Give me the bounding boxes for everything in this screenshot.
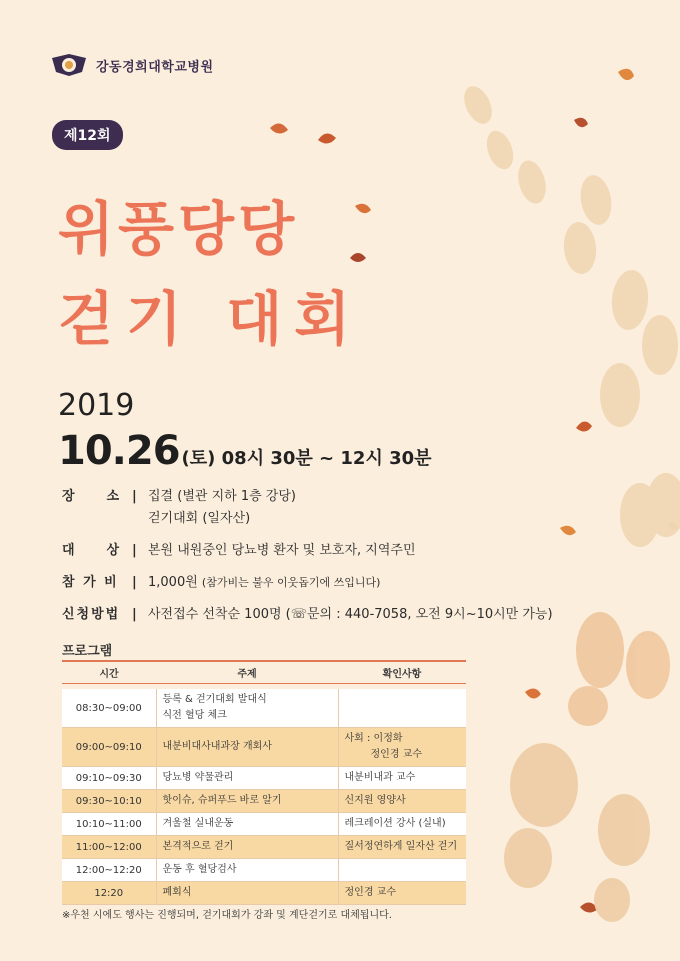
cell-topic bbox=[156, 767, 338, 790]
event-title-line2: 걷기 대회 bbox=[58, 285, 363, 353]
cell-note bbox=[338, 836, 466, 859]
cell-time: 09:30~10:10 bbox=[62, 790, 156, 813]
info-separator: | bbox=[132, 489, 137, 504]
info-label: 신청방법 bbox=[62, 607, 121, 622]
cell-topic-line: 겨울철 실내운동 bbox=[162, 818, 234, 829]
event-date-main: 10.26 bbox=[58, 428, 180, 474]
cell-topic-line: 본격적으로 걷기 bbox=[162, 841, 234, 852]
info-value bbox=[148, 572, 582, 594]
event-date-time: (토) 08시 30분 ~ 12시 30분 bbox=[181, 448, 432, 469]
table-row bbox=[62, 859, 466, 882]
info-row-target bbox=[62, 540, 582, 562]
info-separator: | bbox=[132, 607, 137, 622]
column-header-topic: 주제 bbox=[156, 661, 338, 683]
cell-note bbox=[338, 767, 466, 790]
table-row bbox=[62, 882, 466, 905]
cell-note bbox=[338, 728, 466, 767]
info-value-line: 1,000원 bbox=[148, 575, 198, 590]
hospital-logo-icon bbox=[50, 52, 88, 78]
shoe-print-icon bbox=[482, 127, 518, 173]
shoe-print-icon bbox=[598, 794, 650, 866]
table-row bbox=[62, 790, 466, 813]
cell-time: 12:00~12:20 bbox=[62, 859, 156, 882]
shoe-print-icon bbox=[504, 828, 552, 888]
cell-topic-line: 내분비대사내과장 개회사 bbox=[162, 741, 272, 752]
cell-note bbox=[338, 859, 466, 882]
shoe-print-icon bbox=[576, 612, 624, 688]
autumn-leaf-icon bbox=[618, 69, 634, 80]
autumn-leaf-icon bbox=[574, 118, 588, 127]
table-row bbox=[62, 689, 466, 728]
info-value-line: 집결 (별관 지하 1층 강당) bbox=[148, 489, 296, 504]
info-label: 참 가 비 bbox=[62, 575, 119, 590]
hospital-name: 강동경희대학교병원 bbox=[96, 59, 214, 75]
event-title-line1: 위풍당당 bbox=[58, 195, 299, 263]
shoe-print-icon bbox=[626, 631, 670, 699]
cell-note-line: 레크레이션 강사 (실내) bbox=[344, 818, 446, 829]
program-title: 프로그램 bbox=[62, 644, 113, 659]
shoe-print-icon bbox=[514, 157, 551, 206]
cell-note-line: 질서정연하게 일자산 걷기 bbox=[344, 841, 458, 852]
cell-time: 08:30~09:00 bbox=[62, 689, 156, 728]
shoe-print-icon bbox=[577, 173, 615, 227]
shoe-print-icon bbox=[459, 82, 498, 128]
cell-time: 09:00~09:10 bbox=[62, 728, 156, 767]
info-value-line: 걷기대회 (일자산) bbox=[148, 511, 251, 526]
info-label: 장 소 bbox=[62, 489, 122, 504]
cell-note-line: 사회 : 이정화 bbox=[344, 733, 403, 744]
program-table bbox=[62, 660, 466, 905]
cell-note bbox=[338, 813, 466, 836]
cell-topic-line: 식전 혈당 체크 bbox=[162, 710, 227, 721]
event-year: 2019 bbox=[58, 388, 135, 423]
cell-topic-line: 등록 & 걷기대회 발대식 bbox=[162, 694, 267, 705]
cell-topic bbox=[156, 728, 338, 767]
cell-topic bbox=[156, 882, 338, 905]
event-info bbox=[62, 486, 582, 626]
shoe-print-icon bbox=[562, 221, 598, 276]
cell-note bbox=[338, 689, 466, 728]
cell-topic-line: 핫이슈, 슈퍼푸드 바로 알기 bbox=[162, 795, 282, 806]
autumn-leaf-icon bbox=[576, 421, 592, 431]
edition-badge: 제12회 bbox=[52, 120, 123, 150]
autumn-leaf-icon bbox=[270, 123, 288, 133]
autumn-leaf-icon bbox=[350, 253, 366, 262]
table-row bbox=[62, 836, 466, 859]
shoe-print-icon bbox=[510, 743, 578, 827]
info-label: 대 상 bbox=[62, 543, 122, 558]
cell-note-line: 정인경 교수 bbox=[370, 749, 422, 760]
cell-note bbox=[338, 882, 466, 905]
table-row bbox=[62, 767, 466, 790]
cell-note-line: 정인경 교수 bbox=[344, 887, 396, 898]
hospital-logo[interactable] bbox=[50, 52, 214, 78]
event-date bbox=[58, 428, 432, 474]
info-row-fee bbox=[62, 572, 582, 594]
cell-topic-line: 폐회식 bbox=[162, 887, 192, 898]
footnote: ※우천 시에도 행사는 진행되며, 걷기대회가 강좌 및 계단걷기로 대체됩니다. bbox=[62, 910, 392, 921]
autumn-leaf-icon bbox=[318, 133, 336, 143]
shoe-print-icon bbox=[594, 878, 630, 922]
cell-topic bbox=[156, 689, 338, 728]
cell-time: 09:10~09:30 bbox=[62, 767, 156, 790]
info-value-note: (참가비는 불우 이웃돕기에 쓰입니다) bbox=[201, 576, 381, 589]
info-row-location bbox=[62, 486, 582, 530]
program-table-body bbox=[62, 683, 466, 905]
shoe-print-icon bbox=[568, 686, 608, 726]
cell-note-line: 신지원 영양사 bbox=[344, 795, 406, 806]
shoe-print-icon bbox=[600, 363, 640, 427]
table-row bbox=[62, 813, 466, 836]
info-separator: | bbox=[132, 543, 137, 558]
shoe-print-icon bbox=[609, 269, 650, 332]
info-value: 본원 내원중인 당뇨병 환자 및 보호자, 지역주민 bbox=[148, 543, 416, 558]
info-row-registration bbox=[62, 604, 582, 626]
cell-topic-line: 당뇨병 약물관리 bbox=[162, 772, 234, 783]
info-separator: | bbox=[132, 575, 137, 590]
shoe-print-icon bbox=[620, 483, 660, 547]
cell-topic bbox=[156, 836, 338, 859]
column-header-time: 시간 bbox=[62, 661, 156, 683]
cell-topic bbox=[156, 813, 338, 836]
cell-note-line: 내분비내과 교수 bbox=[344, 772, 416, 783]
column-header-note: 확인사항 bbox=[338, 661, 466, 683]
info-value: 사전접수 선착순 100명 (☏문의 : 440-7058, 오전 9시~10시만 가능) bbox=[148, 607, 553, 622]
cell-time: 10:10~11:00 bbox=[62, 813, 156, 836]
cell-topic bbox=[156, 859, 338, 882]
autumn-leaf-icon bbox=[355, 204, 371, 213]
cell-time: 12:20 bbox=[62, 882, 156, 905]
cell-topic-line: 운동 후 혈당검사 bbox=[162, 864, 237, 875]
cell-topic bbox=[156, 790, 338, 813]
autumn-leaf-icon bbox=[525, 688, 541, 698]
table-row bbox=[62, 728, 466, 767]
cell-note bbox=[338, 790, 466, 813]
info-value bbox=[148, 486, 582, 530]
cell-time: 11:00~12:00 bbox=[62, 836, 156, 859]
shoe-print-icon bbox=[642, 315, 678, 375]
table-header-row bbox=[62, 661, 466, 683]
